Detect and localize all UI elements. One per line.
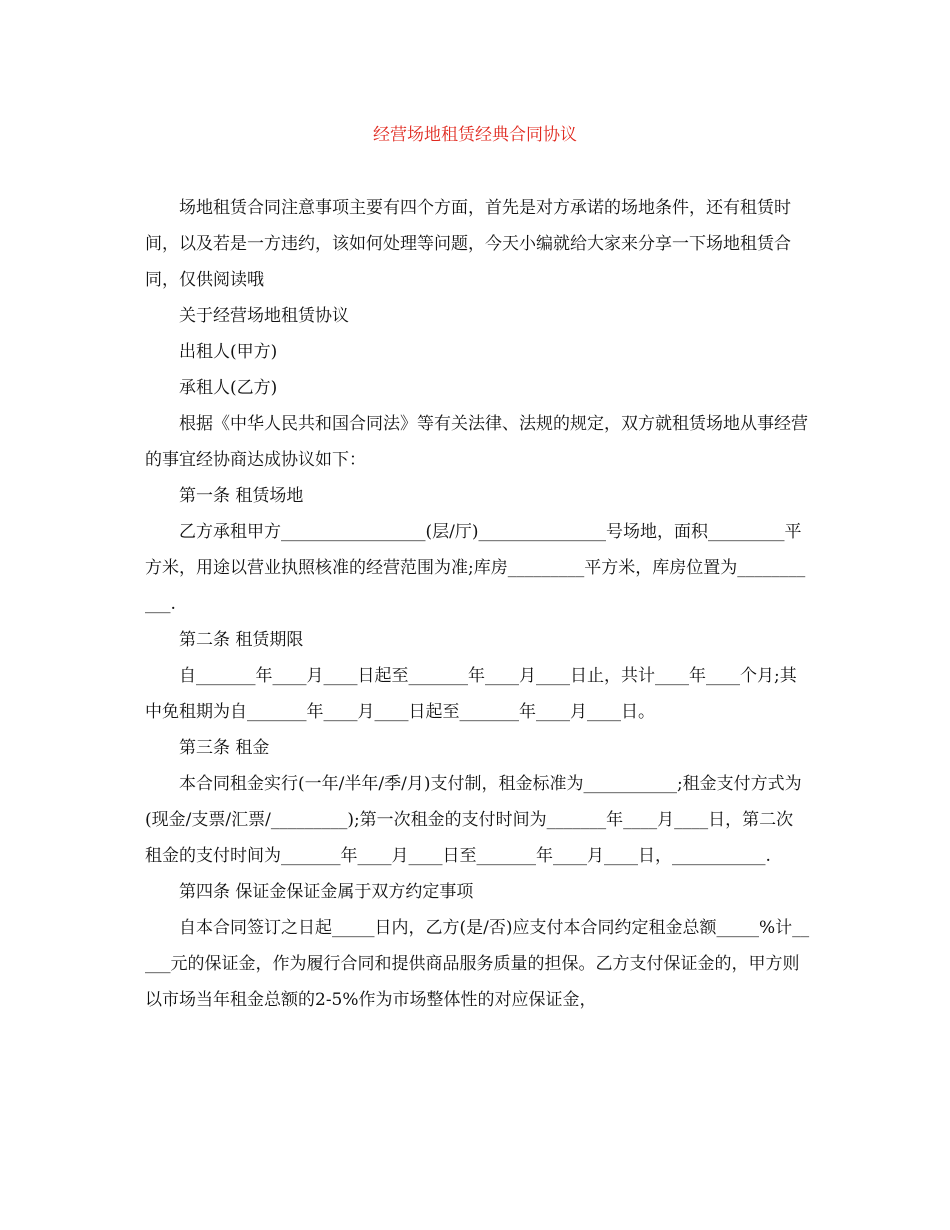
article-4-heading: 第四条 保证金保证金属于双方约定事项 bbox=[179, 882, 474, 902]
lessor-line: 出租人(甲方) bbox=[179, 342, 278, 362]
document-title: 经营场地租赁经典合同协议 bbox=[373, 125, 577, 145]
article-2-heading: 第二条 租赁期限 bbox=[179, 630, 304, 650]
article-3-body: 本合同租金实行(一年/半年/季/月)支付制，租金标准为___________;租金支付方式为(现金/支票/汇票/_________);第一次租金的支付时间为_______年____月____日，第二次租金的支付时间为_______年____月____日至_______年____月____日，___________. bbox=[145, 774, 802, 866]
article-1-body: 乙方承租甲方_________________(层/厅)_______________号场地，面积_________平方米，用途以营业执照核准的经营范围为准;库房_________平方米，库房位置为___________. bbox=[145, 522, 806, 614]
preamble-paragraph: 根据《中华人民共和国合同法》等有关法律、法规的规定，双方就租赁场地从事经营的事宜经协商达成协议如下： bbox=[145, 414, 808, 470]
article-1-heading: 第一条 租赁场地 bbox=[179, 486, 304, 506]
intro-paragraph: 场地租赁合同注意事项主要有四个方面，首先是对方承诺的场地条件，还有租赁时间，以及若是一方违约，该如何处理等问题，今天小编就给大家来分享一下场地租赁合同，仅供阅读哦 bbox=[145, 198, 791, 290]
article-4-body: 自本合同签订之日起_____日内，乙方(是/否)应支付本合同约定租金总额_____%计_____元的保证金，作为履行合同和提供商品服务质量的担保。乙方支付保证金的，甲方则以市场当年租金总额的2-5%作为市场整体性的对应保证金， bbox=[145, 918, 810, 1010]
document-body bbox=[145, 190, 810, 1018]
lessee-line: 承租人(乙方) bbox=[179, 378, 278, 398]
article-2-body: 自_______年____月____日起至_______年____月____日止，共计____年____个月;其中免租期为自_______年____月____日起至_______年____月____日。 bbox=[145, 666, 797, 722]
agreement-heading: 关于经营场地租赁协议 bbox=[179, 306, 349, 326]
article-3-heading: 第三条 租金 bbox=[179, 738, 270, 758]
